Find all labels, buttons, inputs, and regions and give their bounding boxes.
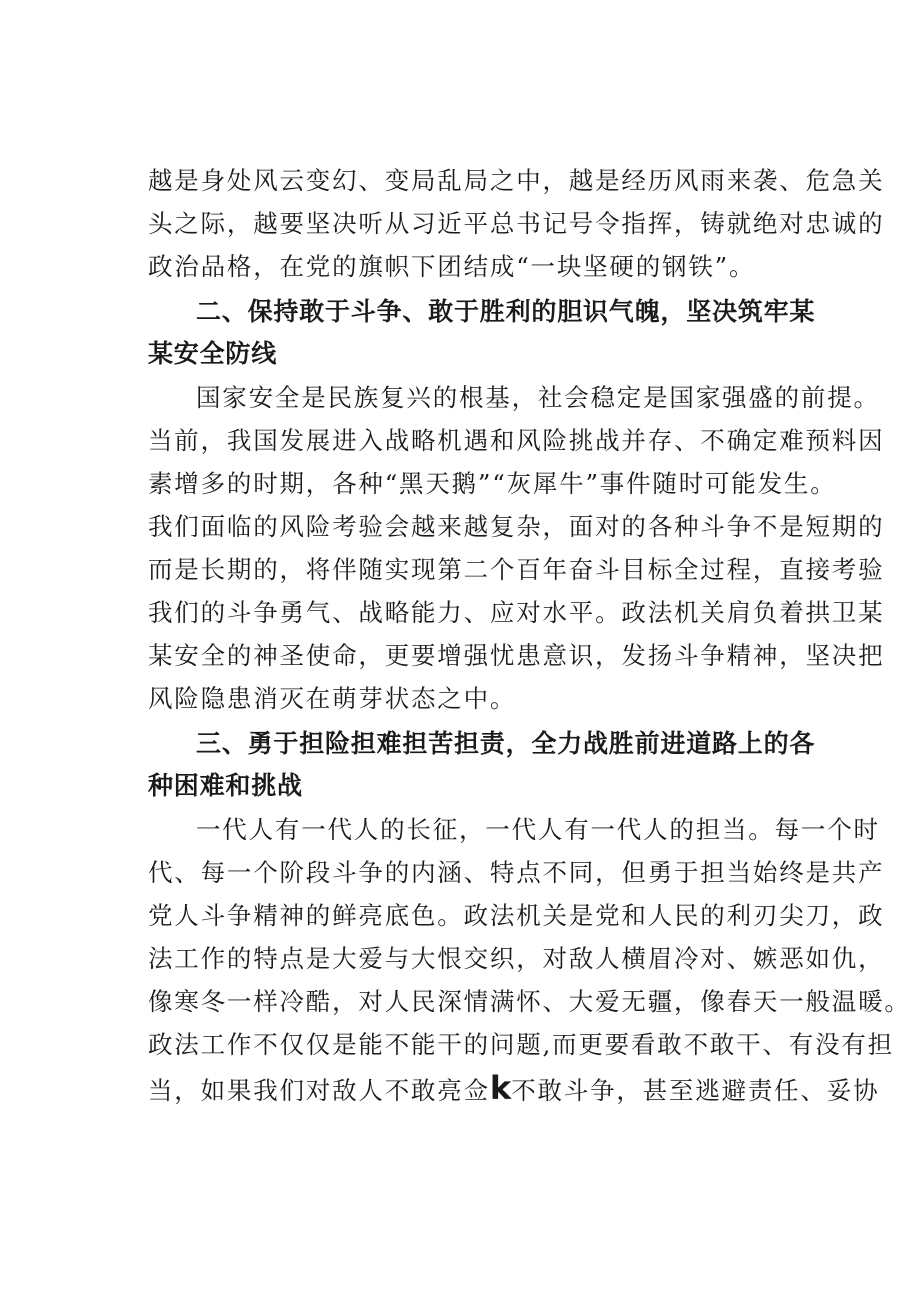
text-line: 法工作的特点是大爱与大恨交织，对敌人横眉冷对、嫉恶如仇， — [148, 944, 885, 973]
text-line: 代、每一个阶段斗争的内涵、特点不同，但勇于担当始终是共产 — [148, 858, 885, 887]
text-line: 头之际，越要坚决听从习近平总书记号令指挥，铸就绝对忠诚的 — [148, 209, 885, 238]
text-line: 我们面临的风险考验会越来越复杂，面对的各种斗争不是短期的 — [148, 512, 885, 541]
heading-line: 种困难和挑战 — [148, 771, 303, 800]
text-line: 政治品格，在党的旗帜下团结成“一块坚硬的钢铁”。 — [148, 252, 756, 281]
text-line: 素增多的时期，各种“黑天鹅”“灰犀牛”事件随时可能发生。 — [148, 469, 837, 498]
text-segment: 当，如果我们对敌人不敢亮佥 — [148, 1076, 490, 1105]
text-segment: 不敢斗争，甚至逃避责任、妥协 — [511, 1076, 880, 1105]
text-line: 我们的斗争勇气、战略能力、应对水平。政法机关肩负着拱卫某 — [148, 598, 885, 627]
text-line: 某安全的神圣使命，更要增强忧患意识，发扬斗争精神，坚决把 — [148, 641, 885, 670]
text-line: 国家安全是民族复兴的根基，社会稳定是国家强盛的前提。 — [196, 383, 880, 412]
text-line: 风险隐患消灭在萌芽状态之中。 — [148, 684, 517, 713]
text-line: 当前，我国发展进入战略机遇和风险挑战并存、不确定难预料因 — [148, 426, 885, 455]
heading-line: 三、勇于担险担难担苦担责，全力战胜前进道路上的各 — [196, 729, 816, 758]
text-line: 而是长期的，将伴随实现第二个百年奋斗目标全过程，直接考验 — [148, 555, 885, 584]
text-line: 像寒冬一样冷酷，对人民深情满怀、大爱无疆，像春天一般温暖。 — [148, 987, 911, 1016]
text-line: 一代人有一代人的长征，一代人有一代人的担当。每一个时 — [196, 815, 880, 844]
stray-glyph: k — [489, 1069, 512, 1107]
heading-line: 某安全防线 — [148, 339, 278, 368]
text-line: 政法工作不仅仅是能不能干的问题,而更要看敢不敢干、有没有担 — [148, 1030, 894, 1059]
text-line: 越是身处风云变幻、变局乱局之中，越是经历风雨来袭、危急关 — [148, 166, 885, 195]
heading-line: 二、保持敢于斗争、敢于胜利的胆识气魄，坚决筑牢某 — [196, 297, 816, 326]
text-line: 党人斗争精神的鲜亮底色。政法机关是党和人民的利刃尖刀，政 — [148, 901, 885, 930]
text-line-last — [148, 1069, 880, 1107]
